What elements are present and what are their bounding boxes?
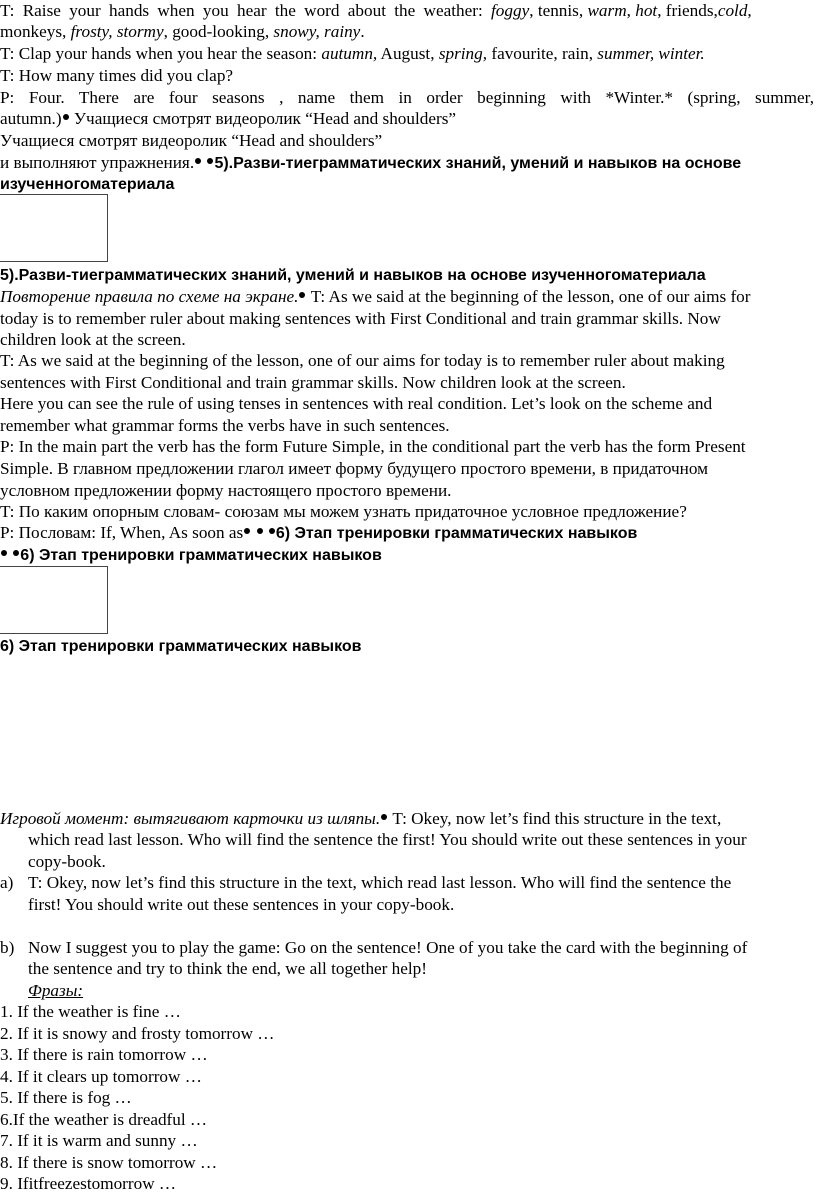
text: August, (377, 44, 439, 63)
text: snowy, rainy (273, 22, 361, 41)
text: , tennis, (529, 1, 588, 20)
four-seasons-line: P: Four. There are four seasons , name them in order beginning with *Winter.* (spring, summer, (0, 88, 814, 107)
video-line-2: Учащиеся смотрят видеоролик “Head and shoulders” (0, 131, 383, 150)
list-item: 3. If there is rain tomorrow … (0, 1045, 208, 1064)
text: , (747, 1, 752, 20)
game-line (0, 808, 721, 830)
text: Учащиеся смотрят видеоролик “Head and shoulders” (69, 109, 457, 128)
list-marker-b: b) (0, 938, 15, 957)
text: warm (587, 1, 627, 20)
text: и выполняют упражнения. (0, 153, 195, 172)
section-5-heading: 5).Разви-тиеграмматических знаний, умений и навыков на основе изученногоматериала (0, 267, 706, 284)
list-item: 8. If there is snow tomorrow … (0, 1153, 218, 1172)
section-6-heading-inline-2: 6) Этап тренировки грамматических навыков (20, 547, 382, 564)
text: foggy (491, 1, 530, 20)
section-5-heading-inline-cont: изученногоматериала (0, 176, 175, 193)
list-item: 5. If there is fog … (0, 1088, 132, 1107)
exercise-line (0, 152, 741, 175)
section-6-heading: 6) Этап тренировки грамматических навыков (0, 638, 362, 655)
text: T: Raise your hands when you hear the word about the weather: (0, 1, 492, 20)
text: T: Clap your hands when you hear the season: (0, 44, 322, 63)
bullet-icon (299, 292, 305, 298)
bullet-icon (1, 550, 7, 556)
text-line: children look at the screen. (0, 330, 186, 349)
weather-words-line-2 (0, 21, 365, 43)
text: frosty, stormy (70, 22, 164, 41)
text: , good-looking, (163, 22, 274, 41)
section-6-heading-inline: 6) Этап тренировки грамматических навыков (275, 525, 638, 542)
text-line: T: Okey, now let’s find this structure in the text, which read last lesson. Who will find the sentence the (28, 873, 732, 892)
text-line: copy-book. (28, 852, 106, 871)
text: T: As we said at the beginning of the lesson, one of our aims for (306, 287, 751, 306)
text-line: Here you can see the rule of using tenses in sentences with real condition. Let’s look on the scheme and (0, 394, 713, 413)
text-line: the sentence and try to think the end, we all together help! (28, 959, 427, 978)
text: favourite, rain, (487, 44, 598, 63)
text: autumn, (321, 44, 378, 63)
weather-words-line-1 (0, 0, 752, 22)
text-line: Simple. В главном предложении глагол имеет форму будущего простого времени, в придаточном (0, 459, 708, 478)
text: , (626, 1, 636, 20)
video-line-1 (0, 108, 456, 130)
text-line: условном предложении форму настоящего простого времени. (0, 481, 452, 500)
text: , friends, (657, 1, 718, 20)
text-line: first! You should write out these sentences in your copy-book. (28, 895, 455, 914)
bullet-icon (269, 528, 275, 534)
how-many-line: T: How many times did you clap? (0, 66, 234, 85)
bullet-icon (13, 550, 19, 556)
text: monkeys, (0, 22, 71, 41)
list-item: 1. If the weather is fine … (0, 1002, 181, 1021)
list-item: 7. If it is warm and sunny … (0, 1131, 198, 1150)
text: cold (717, 1, 748, 20)
bullet-icon (244, 528, 250, 534)
text: Игровой момент: вытягивают карточки из шляпы. (0, 809, 381, 828)
season-clap-line (0, 43, 705, 65)
text: autumn.) (0, 109, 62, 128)
section-5-heading-inline: 5).Разви-тиеграмматических знаний, умений и навыков на основе (214, 155, 742, 172)
text: hot (635, 1, 658, 20)
bullet-icon (381, 814, 387, 820)
text: T: Okey, now let’s find this structure in the text, (388, 809, 722, 828)
phrases-label: Фразы: (28, 981, 84, 1000)
text-line: Now I suggest you to play the game: Go on the sentence! One of you take the card with the beginning of (28, 938, 748, 957)
text: spring, (438, 44, 488, 63)
list-item: 6.If the weather is dreadful … (0, 1110, 208, 1129)
bullet-icon (63, 114, 69, 120)
bullet-icon (195, 158, 201, 164)
text-line: which read last lesson. Who will find the sentence the first! You should write out these sentences in your (28, 830, 747, 849)
list-item: 4. If it clears up tomorrow … (0, 1067, 202, 1086)
image-placeholder-1 (0, 194, 108, 262)
image-placeholder-2 (0, 566, 108, 634)
text-line: P: In the main part the verb has the form Future Simple, in the conditional part the verb has the form Present (0, 437, 746, 456)
text-line: T: As we said at the beginning of the lesson, one of our aims for today is to remember ruler about making (0, 351, 725, 370)
text: summer, winter. (597, 44, 705, 63)
text: Повторение правила по схеме на экране. (0, 287, 299, 306)
bullet-icon (207, 158, 213, 164)
list-item: 2. If it is snowy and frosty tomorrow … (0, 1024, 275, 1043)
text-line (0, 544, 382, 567)
text: P: Пословам: If, When, As soon as (0, 523, 244, 542)
bullet-icon (257, 528, 263, 534)
repeat-rule-line (0, 286, 751, 308)
text-line: today is to remember ruler about making sentences with First Conditional and train grammar skills. Now (0, 309, 721, 328)
text-line (0, 522, 637, 545)
text-line: sentences with First Conditional and train grammar skills. Now children look at the screen. (0, 373, 626, 392)
text: . (360, 22, 365, 41)
text-line: T: По каким опорным словам- союзам мы можем узнать придаточное условное предложение? (0, 502, 687, 521)
text-line: remember what grammar forms the verbs have in such sentences. (0, 416, 450, 435)
list-item: 9. Ifitfreezestomorrow … (0, 1174, 177, 1193)
list-marker-a: a) (0, 873, 14, 892)
